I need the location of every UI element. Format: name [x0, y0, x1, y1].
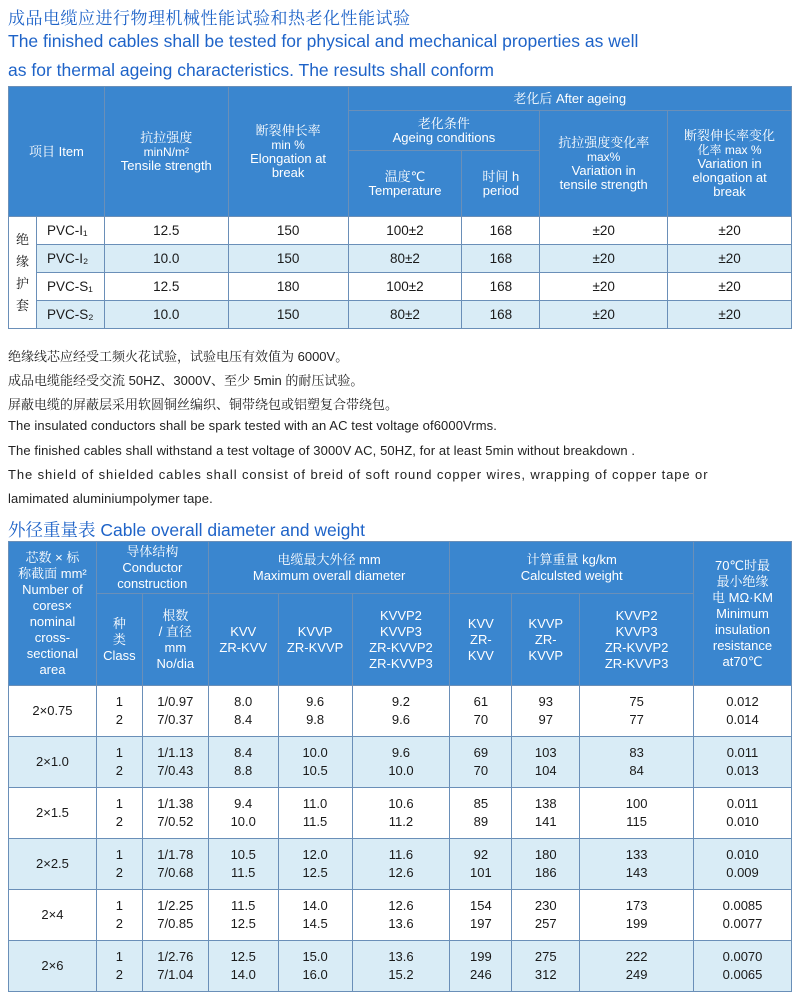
- cell-value: 0.011: [726, 796, 759, 811]
- section-title-en-line2: as for thermal ageing characteristics. The results shall conform: [8, 60, 494, 80]
- cell-value: 186: [534, 865, 557, 880]
- cell-value: 10.0: [230, 814, 256, 829]
- header-temperature: 温度℃ Temperature: [348, 151, 462, 217]
- table-cell: PVC-S₁: [36, 273, 104, 301]
- cell-value: 12.6: [388, 898, 414, 913]
- cell-value: 115: [626, 814, 647, 829]
- table-cell: [512, 686, 580, 737]
- cell-value: 97: [538, 712, 553, 727]
- header-weight: 计算重量 kg/km Calculsted weight: [450, 542, 694, 594]
- table-cell: [278, 839, 352, 890]
- header-ageing-conditions: 老化条件 Ageing conditions: [348, 111, 540, 151]
- cell-value: 92: [473, 847, 489, 862]
- cell-value: 8.4: [234, 712, 253, 727]
- table-cell: 12.5: [104, 273, 228, 301]
- table-cell: [580, 686, 694, 737]
- cell-value: 11.5: [302, 814, 328, 829]
- table-cell: 80±2: [348, 301, 462, 329]
- header-kvvp2-dia: KVVP2 KVVP3 ZR-KVVP2 ZR-KVVP3: [352, 594, 450, 686]
- cell-value: 0.011: [726, 745, 759, 760]
- table-cell: 168: [462, 217, 540, 245]
- cell-value: 1: [115, 694, 123, 709]
- table-cell: 2×0.75: [9, 686, 97, 737]
- table-cell: [208, 839, 278, 890]
- cell-value: 275: [534, 949, 557, 964]
- table-cell: [352, 788, 450, 839]
- table-cell: [580, 941, 694, 992]
- table-cell: [142, 686, 208, 737]
- table-cell: [694, 941, 792, 992]
- header-insulation: 70℃时最 最小绝缘 电 MΩ·KM Minimum insulation resistance at70℃: [694, 542, 792, 686]
- table-cell: 2×1.5: [9, 788, 97, 839]
- table-cell: [96, 941, 142, 992]
- cell-value: 1/2.25: [157, 898, 194, 913]
- header-cores: 芯数 × 标 称截面 mm² Number of cores× nominal cross- sectional area: [9, 542, 97, 686]
- cell-value: 14.0: [302, 898, 328, 913]
- cell-value: 101: [469, 865, 492, 880]
- table-cell: [96, 737, 142, 788]
- cell-value: 84: [629, 763, 644, 778]
- cell-value: 70: [473, 763, 489, 778]
- cell-value: 1: [115, 745, 123, 760]
- table-cell: 2×2.5: [9, 839, 97, 890]
- cell-value: 9.6: [391, 745, 410, 760]
- cell-value: 10.5: [302, 763, 328, 778]
- cell-value: 2: [115, 865, 123, 880]
- table-cell: [352, 890, 450, 941]
- cell-value: 1: [115, 949, 123, 964]
- cell-value: 180: [534, 847, 557, 862]
- cell-value: 9.6: [306, 694, 325, 709]
- table-cell: 100±2: [348, 217, 462, 245]
- cell-value: 0.0085: [722, 898, 763, 913]
- table-row: [9, 941, 792, 992]
- table-cell: [278, 686, 352, 737]
- cell-value: 103: [534, 745, 557, 760]
- cell-value: 93: [538, 694, 553, 709]
- table-cell: [208, 890, 278, 941]
- table-row: [9, 788, 792, 839]
- table-cell: 10.0: [104, 301, 228, 329]
- table-cell: [142, 737, 208, 788]
- table-cell: [142, 890, 208, 941]
- cell-value: 70: [473, 712, 489, 727]
- header-tensile-variation: 抗拉强度变化率 max% Variation in tensile strength: [540, 111, 668, 217]
- cell-value: 133: [625, 847, 648, 862]
- cell-value: 10.0: [388, 763, 414, 778]
- cell-value: 10.6: [388, 796, 414, 811]
- cell-value: 12.0: [302, 847, 328, 862]
- cell-value: 9.8: [306, 712, 325, 727]
- cell-value: 0.013: [726, 763, 759, 778]
- cell-value: 154: [469, 898, 492, 913]
- note-cn-1: 绝缘线芯应经受工频火花试验，试验电压有效值为 6000V。: [8, 349, 349, 364]
- table-cell: [580, 737, 694, 788]
- table-cell: [580, 890, 694, 941]
- cell-value: 9.4: [234, 796, 253, 811]
- table-cell: [352, 737, 450, 788]
- table-row: [9, 890, 792, 941]
- cell-value: 2: [115, 916, 123, 931]
- cell-value: 312: [534, 967, 557, 982]
- side-label: 绝 缘 护 套: [9, 217, 37, 329]
- cell-value: 10.0: [302, 745, 328, 760]
- cell-value: 0.0077: [722, 916, 763, 931]
- cell-value: 100: [625, 796, 648, 811]
- header-conductor: 导体结构 Conductor construction: [96, 542, 208, 594]
- cell-value: 0.012: [726, 694, 759, 709]
- header-kvvp2-weight: KVVP2 KVVP3 ZR-KVVP2 ZR-KVVP3: [580, 594, 694, 686]
- header-no-dia: 根数 / 直径 mm No/dia: [142, 594, 208, 686]
- cell-value: 2: [115, 712, 123, 727]
- table-cell: [694, 686, 792, 737]
- table-cell: [208, 686, 278, 737]
- table-cell: ±20: [668, 301, 792, 329]
- cell-value: 0.0070: [722, 949, 763, 964]
- cell-value: 11.0: [302, 796, 328, 811]
- table-cell: [352, 686, 450, 737]
- cell-value: 173: [625, 898, 648, 913]
- cell-value: 138: [534, 796, 557, 811]
- table-cell: [96, 686, 142, 737]
- note-en-2: The finished cables shall withstand a test voltage of 3000V AC, 50HZ, for at least 5min without breakdown .: [8, 443, 636, 458]
- cell-value: 13.6: [388, 916, 414, 931]
- table-row: [9, 686, 792, 737]
- diameter-weight-table: [8, 541, 792, 992]
- cell-value: 2: [115, 763, 123, 778]
- table-cell: 150: [228, 301, 348, 329]
- table-cell: ±20: [668, 245, 792, 273]
- cell-value: 104: [534, 763, 557, 778]
- cell-value: 12.5: [230, 949, 256, 964]
- cell-value: 0.010: [726, 847, 759, 862]
- cell-value: 0.014: [726, 712, 759, 727]
- cell-value: 10.5: [230, 847, 256, 862]
- cell-value: 7/0.52: [157, 814, 194, 829]
- table-cell: 168: [462, 301, 540, 329]
- cell-value: 12.5: [230, 916, 256, 931]
- table-cell: [694, 737, 792, 788]
- cell-value: 257: [534, 916, 557, 931]
- cell-value: 11.5: [231, 898, 256, 913]
- table-cell: 150: [228, 245, 348, 273]
- table-cell: [142, 941, 208, 992]
- cell-value: 7/0.85: [157, 916, 194, 931]
- cell-value: 230: [534, 898, 557, 913]
- cell-value: 249: [625, 967, 648, 982]
- table-cell: [352, 839, 450, 890]
- cell-value: 85: [473, 796, 489, 811]
- table-cell: 150: [228, 217, 348, 245]
- table-cell: [278, 737, 352, 788]
- table-cell: [580, 839, 694, 890]
- diameter-weight-heading: 外径重量表 Cable overall diameter and weight: [8, 520, 365, 540]
- cell-value: 199: [625, 916, 648, 931]
- table-cell: [580, 788, 694, 839]
- cell-value: 8.0: [234, 694, 253, 709]
- cell-value: 9.2: [391, 694, 410, 709]
- cell-value: 8.8: [234, 763, 253, 778]
- note-en-4: lamimated aluminiumpolymer tape.: [8, 491, 213, 506]
- cell-value: 7/1.04: [157, 967, 194, 982]
- table-cell: [208, 737, 278, 788]
- table-cell: 2×6: [9, 941, 97, 992]
- header-elongation: 断裂伸长率 min % Elongation at break: [228, 87, 348, 217]
- cell-value: 143: [625, 865, 648, 880]
- cell-value: 15.0: [302, 949, 328, 964]
- cell-value: 2: [115, 967, 123, 982]
- note-en-1: The insulated conductors shall be spark tested with an AC test voltage of6000Vrms.: [8, 418, 497, 433]
- ageing-properties-table: [8, 86, 792, 329]
- table-cell: [450, 737, 512, 788]
- header-kvv-weight: KVV ZR- KVV: [450, 594, 512, 686]
- table-cell: ±20: [540, 301, 668, 329]
- header-time: 时间 h period: [462, 151, 540, 217]
- cell-value: 15.2: [388, 967, 414, 982]
- cell-value: 1/1.38: [157, 796, 194, 811]
- cell-value: 13.6: [388, 949, 414, 964]
- cell-value: 75: [629, 694, 644, 709]
- cell-value: 8.4: [234, 745, 253, 760]
- header-tensile: 抗拉强度 minN/m² Tensile strength: [104, 87, 228, 217]
- table-cell: [694, 890, 792, 941]
- cell-value: 7/0.37: [157, 712, 194, 727]
- note-en-3: The shield of shielded cables shall consist of breid of soft round copper wires, wrapping of copper tape or: [8, 467, 709, 482]
- note-cn-3: 屏蔽电缆的屏蔽层采用软圆铜丝编织、铜带绕包或铝塑复合带绕包。: [8, 397, 399, 412]
- table-cell: [512, 941, 580, 992]
- cell-value: 83: [629, 745, 644, 760]
- cell-value: 89: [473, 814, 489, 829]
- cell-value: 1/2.76: [157, 949, 194, 964]
- cell-value: 0.010: [726, 814, 759, 829]
- cell-value: 12.6: [388, 865, 414, 880]
- cell-value: 0.0065: [722, 967, 763, 982]
- cell-value: 11.2: [388, 814, 414, 829]
- cell-value: 7/0.43: [157, 763, 194, 778]
- table-cell: ±20: [540, 217, 668, 245]
- table-cell: 80±2: [348, 245, 462, 273]
- table-cell: ±20: [540, 245, 668, 273]
- cell-value: 141: [534, 814, 557, 829]
- table-cell: [512, 890, 580, 941]
- table-cell: [96, 839, 142, 890]
- table-cell: [278, 788, 352, 839]
- header-max-diameter: 电缆最大外径 mm Maximum overall diameter: [208, 542, 450, 594]
- note-cn-2: 成品电缆能经受交流 50HZ、3000V、至少 5min 的耐压试验。: [8, 373, 364, 388]
- cell-value: 222: [625, 949, 648, 964]
- cell-value: 199: [469, 949, 492, 964]
- cell-value: 69: [473, 745, 489, 760]
- table-cell: PVC-S₂: [36, 301, 104, 329]
- header-class: 种 类 Class: [96, 594, 142, 686]
- cell-value: 197: [469, 916, 492, 931]
- table-cell: 168: [462, 273, 540, 301]
- table-cell: [694, 839, 792, 890]
- table-cell: 168: [462, 245, 540, 273]
- table-cell: ±20: [668, 273, 792, 301]
- table-cell: [450, 686, 512, 737]
- header-kvvp-weight: KVVP ZR- KVVP: [512, 594, 580, 686]
- table-cell: [512, 839, 580, 890]
- cell-value: 246: [469, 967, 492, 982]
- cell-value: 1: [115, 898, 123, 913]
- table-cell: 12.5: [104, 217, 228, 245]
- cell-value: 16.0: [302, 967, 328, 982]
- header-item: 项目 Item: [9, 87, 105, 217]
- table-cell: [208, 788, 278, 839]
- table-cell: 180: [228, 273, 348, 301]
- table-cell: [208, 941, 278, 992]
- cell-value: 1: [115, 847, 123, 862]
- cell-value: 77: [629, 712, 644, 727]
- table-cell: [450, 890, 512, 941]
- cell-value: 1: [115, 796, 123, 811]
- table-cell: 100±2: [348, 273, 462, 301]
- table-cell: [278, 890, 352, 941]
- header-after-ageing: 老化后 After ageing: [348, 87, 791, 111]
- cell-value: 11.6: [388, 847, 414, 862]
- cell-value: 2: [115, 814, 123, 829]
- cell-value: 61: [473, 694, 489, 709]
- table-cell: [450, 788, 512, 839]
- table-cell: PVC-I₂: [36, 245, 104, 273]
- section-title-cn: 成品电缆应进行物理机械性能试验和热老化性能试验: [8, 9, 411, 28]
- header-elongation-variation: 断裂伸长率变化 化率 max % Variation in elongation at break: [668, 111, 792, 217]
- table-cell: [512, 737, 580, 788]
- cell-value: 0.009: [726, 865, 759, 880]
- table-cell: 2×1.0: [9, 737, 97, 788]
- header-kvvp-dia: KVVP ZR-KVVP: [278, 594, 352, 686]
- table-row: [9, 839, 792, 890]
- cell-value: 7/0.68: [157, 865, 194, 880]
- table-cell: ±20: [668, 217, 792, 245]
- cell-value: 1/1.13: [157, 745, 194, 760]
- cell-value: 1/1.78: [157, 847, 194, 862]
- header-kvv-dia: KVV ZR-KVV: [208, 594, 278, 686]
- table-cell: [694, 788, 792, 839]
- cell-value: 14.0: [230, 967, 256, 982]
- table-cell: [96, 788, 142, 839]
- cell-value: 11.5: [231, 865, 256, 880]
- table-cell: [96, 890, 142, 941]
- section-title-en-line1: The finished cables shall be tested for physical and mechanical properties as well: [8, 31, 639, 51]
- table-cell: [352, 941, 450, 992]
- table-cell: [142, 839, 208, 890]
- table-cell: 10.0: [104, 245, 228, 273]
- table-row: [9, 737, 792, 788]
- cell-value: 9.6: [391, 712, 410, 727]
- cell-value: 14.5: [302, 916, 328, 931]
- table-cell: ±20: [540, 273, 668, 301]
- table-cell: PVC-I₁: [36, 217, 104, 245]
- cell-value: 12.5: [302, 865, 328, 880]
- table-cell: 2×4: [9, 890, 97, 941]
- table-cell: [450, 839, 512, 890]
- table-cell: [142, 788, 208, 839]
- table-cell: [450, 941, 512, 992]
- table-cell: [278, 941, 352, 992]
- table-cell: [512, 788, 580, 839]
- cell-value: 1/0.97: [157, 694, 194, 709]
